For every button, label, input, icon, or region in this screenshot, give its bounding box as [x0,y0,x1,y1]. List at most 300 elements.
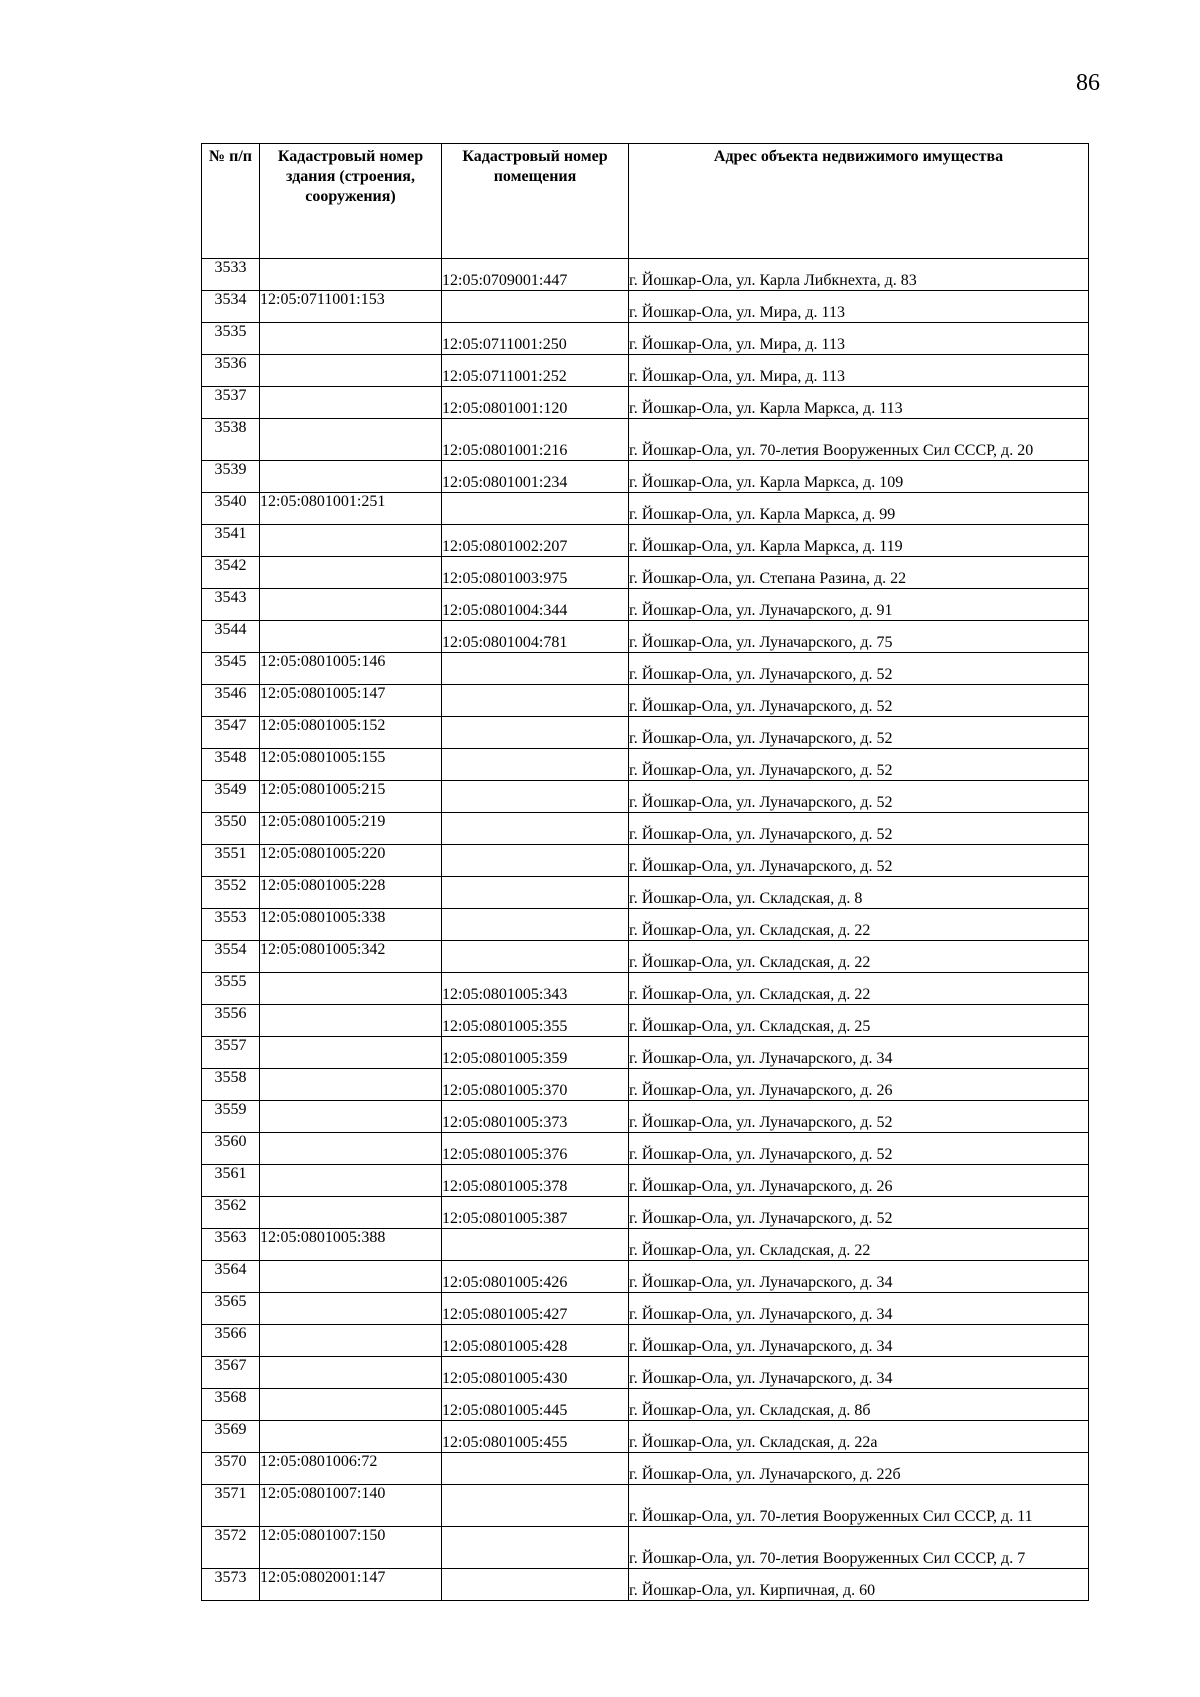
table-row [202,355,1089,387]
row-number: 3563 [214,1229,247,1246]
table-row [202,941,1089,973]
building-cadastral-number: 12:05:0801005:147 [260,685,386,702]
row-number: 3541 [214,525,247,542]
row-number: 3558 [214,1069,247,1086]
row-number-cell [202,717,260,749]
building-cadastral-number-cell [260,1229,442,1261]
property-registry-table [201,143,1089,1601]
header-building-cadastral: Кадастровый номер здания (строения, сооружения) [260,144,442,259]
property-address-cell [629,493,1089,525]
row-number: 3540 [214,493,247,510]
premise-cadastral-number: 12:05:0801005:427 [442,1306,568,1323]
property-address: г. Йошкар-Ола, ул. Луначарского, д. 52 [629,1114,893,1131]
row-number: 3537 [214,387,247,404]
property-address-cell [629,589,1089,621]
building-cadastral-number: 12:05:0801005:220 [260,845,386,862]
property-address-cell [629,941,1089,973]
header-address: Адрес объекта недвижимого имущества [629,144,1089,259]
building-cadastral-number-cell [260,1133,442,1165]
property-address-cell [629,387,1089,419]
header-premise-cadastral: Кадастровый номер помещения [442,144,629,259]
property-address-cell [629,1197,1089,1229]
premise-cadastral-number-cell [442,1261,629,1293]
row-number: 3572 [214,1527,247,1544]
premise-cadastral-number: 12:05:0801005:426 [442,1274,568,1291]
building-cadastral-number: 12:05:0801005:388 [260,1229,386,1246]
property-address: г. Йошкар-Ола, ул. Луначарского, д. 52 [629,730,893,747]
table-row [202,1527,1089,1569]
row-number: 3535 [214,323,247,340]
row-number: 3566 [214,1325,247,1342]
property-address: г. Йошкар-Ола, ул. Луначарского, д. 52 [629,698,893,715]
property-address: г. Йошкар-Ола, ул. Складская, д. 22 [629,1242,871,1259]
property-address-cell [629,1453,1089,1485]
table-row [202,845,1089,877]
premise-cadastral-number-cell [442,1421,629,1453]
premise-cadastral-number-cell [442,1325,629,1357]
property-address: г. Йошкар-Ола, ул. Складская, д. 8 [629,890,863,907]
property-address: г. Йошкар-Ола, ул. Карла Либкнехта, д. 83 [629,272,917,289]
row-number-cell [202,1325,260,1357]
row-number-cell [202,461,260,493]
property-address-cell [629,461,1089,493]
premise-cadastral-number-cell [442,557,629,589]
row-number-cell [202,1037,260,1069]
table-row [202,1485,1089,1527]
premise-cadastral-number-cell [442,461,629,493]
premise-cadastral-number: 12:05:0801005:428 [442,1338,568,1355]
property-address: г. Йошкар-Ола, ул. Луначарского, д. 52 [629,1210,893,1227]
row-number-cell [202,1569,260,1601]
row-number: 3559 [214,1101,247,1118]
property-address-cell [629,621,1089,653]
row-number-cell [202,1101,260,1133]
premise-cadastral-number-cell [442,1293,629,1325]
row-number: 3555 [214,973,247,990]
table-row [202,1165,1089,1197]
building-cadastral-number: 12:05:0801005:219 [260,813,386,830]
premise-cadastral-number: 12:05:0801005:370 [442,1082,568,1099]
row-number: 3549 [214,781,247,798]
premise-cadastral-number-cell [442,685,629,717]
row-number-cell [202,291,260,323]
building-cadastral-number-cell [260,461,442,493]
row-number-cell [202,419,260,461]
property-address: г. Йошкар-Ола, ул. Складская, д. 22 [629,922,871,939]
premise-cadastral-number-cell [442,259,629,291]
table-row [202,493,1089,525]
property-address: г. Йошкар-Ола, ул. 70-летия Вооруженных Сил СССР, д. 20 [629,442,1034,459]
premise-cadastral-number: 12:05:0801005:343 [442,986,568,1003]
building-cadastral-number-cell [260,493,442,525]
building-cadastral-number: 12:05:0801005:155 [260,749,386,766]
property-address-cell [629,1261,1089,1293]
premise-cadastral-number-cell [442,621,629,653]
building-cadastral-number-cell [260,1069,442,1101]
premise-cadastral-number-cell [442,749,629,781]
table-row [202,1101,1089,1133]
table-row [202,621,1089,653]
row-number-cell [202,259,260,291]
row-number: 3556 [214,1005,247,1022]
property-address: г. Йошкар-Ола, ул. Луначарского, д. 26 [629,1082,893,1099]
premise-cadastral-number-cell [442,845,629,877]
page-number: 86 [1076,70,1100,96]
table-row [202,1197,1089,1229]
property-address: г. Йошкар-Ола, ул. Карла Маркса, д. 99 [629,506,896,523]
table-row [202,1569,1089,1601]
row-number-cell [202,1197,260,1229]
table-row [202,557,1089,589]
table-row [202,1261,1089,1293]
premise-cadastral-number: 12:05:0801005:355 [442,1018,568,1035]
premise-cadastral-number: 12:05:0801005:359 [442,1050,568,1067]
property-address-cell [629,1293,1089,1325]
property-address: г. Йошкар-Ола, ул. Кирпичная, д. 60 [629,1582,876,1599]
building-cadastral-number-cell [260,1005,442,1037]
premise-cadastral-number-cell [442,1389,629,1421]
row-number: 3553 [214,909,247,926]
building-cadastral-number-cell [260,589,442,621]
property-address-cell [629,1005,1089,1037]
table-row [202,259,1089,291]
premise-cadastral-number: 12:05:0801003:975 [442,570,568,587]
property-address: г. Йошкар-Ола, ул. Мира, д. 113 [629,304,845,321]
building-cadastral-number-cell [260,1261,442,1293]
table-row [202,813,1089,845]
premise-cadastral-number-cell [442,525,629,557]
building-cadastral-number-cell [260,259,442,291]
property-address-cell [629,557,1089,589]
row-number-cell [202,909,260,941]
premise-cadastral-number: 12:05:0801005:445 [442,1402,568,1419]
property-address-cell [629,685,1089,717]
row-number: 3567 [214,1357,247,1374]
property-address-cell [629,1485,1089,1527]
premise-cadastral-number-cell [442,877,629,909]
row-number: 3569 [214,1421,247,1438]
row-number-cell [202,589,260,621]
premise-cadastral-number-cell [442,1005,629,1037]
property-address-cell [629,291,1089,323]
row-number-cell [202,653,260,685]
row-number: 3543 [214,589,247,606]
property-address-cell [629,1229,1089,1261]
row-number: 3561 [214,1165,247,1182]
premise-cadastral-number-cell [442,941,629,973]
property-address: г. Йошкар-Ола, ул. Складская, д. 8б [629,1402,871,1419]
row-number-cell [202,1389,260,1421]
table-row [202,291,1089,323]
property-address-cell [629,1069,1089,1101]
building-cadastral-number-cell [260,909,442,941]
premise-cadastral-number: 12:05:0801004:781 [442,634,568,651]
table-row [202,1229,1089,1261]
table-row [202,1133,1089,1165]
premise-cadastral-number: 12:05:0801001:234 [442,474,568,491]
table-row [202,1389,1089,1421]
table-row [202,877,1089,909]
building-cadastral-number: 12:05:0801007:140 [260,1485,386,1502]
row-number-cell [202,1229,260,1261]
row-number-cell [202,525,260,557]
premise-cadastral-number-cell [442,1229,629,1261]
property-address: г. Йошкар-Ола, ул. Луначарского, д. 34 [629,1370,893,1387]
building-cadastral-number-cell [260,781,442,813]
building-cadastral-number-cell [260,355,442,387]
building-cadastral-number-cell [260,1389,442,1421]
property-address-cell [629,813,1089,845]
building-cadastral-number-cell [260,813,442,845]
property-address: г. Йошкар-Ола, ул. Луначарского, д. 34 [629,1306,893,1323]
row-number-cell [202,355,260,387]
table-row [202,1293,1089,1325]
table-row [202,589,1089,621]
row-number-cell [202,781,260,813]
row-number-cell [202,877,260,909]
property-address: г. Йошкар-Ола, ул. 70-летия Вооруженных Сил СССР, д. 7 [629,1550,1026,1567]
row-number-cell [202,685,260,717]
table-row [202,525,1089,557]
table-row [202,1421,1089,1453]
building-cadastral-number-cell [260,1453,442,1485]
property-address-cell [629,845,1089,877]
table-header [202,144,1089,259]
row-number: 3550 [214,813,247,830]
table-row [202,323,1089,355]
building-cadastral-number: 12:05:0801001:251 [260,493,386,510]
row-number: 3570 [214,1453,247,1470]
row-number: 3562 [214,1197,247,1214]
row-number-cell [202,1005,260,1037]
row-number: 3565 [214,1293,247,1310]
premise-cadastral-number: 12:05:0801004:344 [442,602,568,619]
premise-cadastral-number-cell [442,355,629,387]
table-row [202,973,1089,1005]
row-number-cell [202,1453,260,1485]
premise-cadastral-number: 12:05:0801005:376 [442,1146,568,1163]
table-row [202,749,1089,781]
table-row [202,909,1089,941]
building-cadastral-number: 12:05:0801005:146 [260,653,386,670]
row-number-cell [202,1293,260,1325]
premise-cadastral-number-cell [442,1485,629,1527]
row-number: 3534 [214,291,247,308]
table-body [202,259,1089,1601]
row-number: 3538 [214,419,247,436]
property-address-cell [629,781,1089,813]
property-address: г. Йошкар-Ола, ул. Карла Маркса, д. 109 [629,474,904,491]
row-number-cell [202,1165,260,1197]
row-number-cell [202,1421,260,1453]
premise-cadastral-number-cell [442,1357,629,1389]
premise-cadastral-number-cell [442,1133,629,1165]
row-number: 3542 [214,557,247,574]
table-row [202,653,1089,685]
table-row [202,387,1089,419]
building-cadastral-number: 12:05:0802001:147 [260,1569,386,1586]
property-address: г. Йошкар-Ола, ул. Луначарского, д. 22б [629,1466,901,1483]
row-number-cell [202,1357,260,1389]
row-number-cell [202,1069,260,1101]
premise-cadastral-number: 12:05:0801005:378 [442,1178,568,1195]
property-address: г. Йошкар-Ола, ул. Луначарского, д. 52 [629,1146,893,1163]
property-address-cell [629,1133,1089,1165]
property-address-cell [629,259,1089,291]
row-number: 3554 [214,941,247,958]
premise-cadastral-number: 12:05:0801005:373 [442,1114,568,1131]
row-number: 3547 [214,717,247,734]
property-address: г. Йошкар-Ола, ул. Луначарского, д. 52 [629,666,893,683]
header-num: № п/п [202,144,260,259]
building-cadastral-number-cell [260,1165,442,1197]
premise-cadastral-number-cell [442,1527,629,1569]
building-cadastral-number-cell [260,941,442,973]
building-cadastral-number-cell [260,291,442,323]
header-row [202,144,1089,259]
building-cadastral-number-cell [260,973,442,1005]
premise-cadastral-number-cell [442,1569,629,1601]
row-number: 3548 [214,749,247,766]
table-row [202,1325,1089,1357]
property-address: г. Йошкар-Ола, ул. Степана Разина, д. 22 [629,570,907,587]
premise-cadastral-number-cell [442,589,629,621]
building-cadastral-number-cell [260,1325,442,1357]
property-address-cell [629,1527,1089,1569]
premise-cadastral-number-cell [442,323,629,355]
row-number: 3546 [214,685,247,702]
premise-cadastral-number: 12:05:0801005:430 [442,1370,568,1387]
row-number: 3536 [214,355,247,372]
property-address: г. Йошкар-Ола, ул. Мира, д. 113 [629,336,845,353]
building-cadastral-number-cell [260,1485,442,1527]
premise-cadastral-number-cell [442,493,629,525]
property-address-cell [629,323,1089,355]
premise-cadastral-number-cell [442,909,629,941]
table-row [202,781,1089,813]
premise-cadastral-number-cell [442,1037,629,1069]
premise-cadastral-number-cell [442,1453,629,1485]
property-address-cell [629,1569,1089,1601]
table-row [202,461,1089,493]
property-address: г. Йошкар-Ола, ул. Карла Маркса, д. 119 [629,538,903,555]
table-row [202,1453,1089,1485]
building-cadastral-number-cell [260,1197,442,1229]
building-cadastral-number-cell [260,387,442,419]
building-cadastral-number-cell [260,419,442,461]
property-address: г. Йошкар-Ола, ул. Мира, д. 113 [629,368,845,385]
row-number-cell [202,493,260,525]
building-cadastral-number-cell [260,845,442,877]
row-number: 3539 [214,461,247,478]
premise-cadastral-number: 12:05:0711001:252 [442,368,567,385]
property-address-cell [629,1325,1089,1357]
premise-cadastral-number: 12:05:0801001:120 [442,400,568,417]
premise-cadastral-number-cell [442,1165,629,1197]
property-address-cell [629,1101,1089,1133]
table-row [202,685,1089,717]
premise-cadastral-number-cell [442,1069,629,1101]
building-cadastral-number: 12:05:0801005:215 [260,781,386,798]
building-cadastral-number-cell [260,323,442,355]
premise-cadastral-number-cell [442,781,629,813]
premise-cadastral-number-cell [442,973,629,1005]
building-cadastral-number-cell [260,1037,442,1069]
property-address: г. Йошкар-Ола, ул. Луначарского, д. 34 [629,1338,893,1355]
property-address-cell [629,717,1089,749]
row-number-cell [202,1261,260,1293]
building-cadastral-number: 12:05:0801005:152 [260,717,386,734]
row-number: 3551 [214,845,247,862]
property-address-cell [629,749,1089,781]
row-number: 3544 [214,621,247,638]
property-address: г. Йошкар-Ола, ул. Карла Маркса, д. 113 [629,400,903,417]
premise-cadastral-number: 12:05:0801002:207 [442,538,568,555]
property-address: г. Йошкар-Ола, ул. Луначарского, д. 52 [629,858,893,875]
property-address: г. Йошкар-Ола, ул. Луначарского, д. 34 [629,1050,893,1067]
building-cadastral-number: 12:05:0801005:338 [260,909,386,926]
row-number: 3568 [214,1389,247,1406]
building-cadastral-number: 12:05:0801006:72 [260,1453,378,1470]
property-address: г. Йошкар-Ола, ул. Складская, д. 25 [629,1018,871,1035]
row-number-cell [202,845,260,877]
property-address: г. Йошкар-Ола, ул. Луначарского, д. 52 [629,826,893,843]
building-cadastral-number-cell [260,749,442,781]
row-number-cell [202,813,260,845]
property-address: г. Йошкар-Ола, ул. Луначарского, д. 91 [629,602,893,619]
row-number-cell [202,1133,260,1165]
premise-cadastral-number-cell [442,653,629,685]
premise-cadastral-number-cell [442,1101,629,1133]
table-row [202,717,1089,749]
property-address-cell [629,973,1089,1005]
row-number: 3571 [214,1485,247,1502]
premise-cadastral-number-cell [442,717,629,749]
property-address-cell [629,525,1089,557]
row-number-cell [202,941,260,973]
building-cadastral-number-cell [260,1101,442,1133]
building-cadastral-number-cell [260,877,442,909]
building-cadastral-number: 12:05:0801007:150 [260,1527,386,1544]
premise-cadastral-number-cell [442,419,629,461]
property-address-cell [629,653,1089,685]
premise-cadastral-number-cell [442,291,629,323]
building-cadastral-number-cell [260,685,442,717]
row-number-cell [202,1527,260,1569]
row-number-cell [202,323,260,355]
building-cadastral-number-cell [260,653,442,685]
premise-cadastral-number-cell [442,387,629,419]
table-row [202,1037,1089,1069]
property-address: г. Йошкар-Ола, ул. 70-летия Вооруженных Сил СССР, д. 11 [629,1508,1033,1525]
building-cadastral-number: 12:05:0801005:342 [260,941,386,958]
property-address: г. Йошкар-Ола, ул. Луначарского, д. 52 [629,794,893,811]
table-row [202,1005,1089,1037]
property-address-cell [629,1357,1089,1389]
premise-cadastral-number: 12:05:0801005:455 [442,1434,568,1451]
row-number: 3545 [214,653,247,670]
property-address-cell [629,1037,1089,1069]
building-cadastral-number-cell [260,1293,442,1325]
table-row [202,1357,1089,1389]
building-cadastral-number-cell [260,1527,442,1569]
property-address: г. Йошкар-Ола, ул. Луначарского, д. 52 [629,762,893,779]
property-address: г. Йошкар-Ола, ул. Складская, д. 22а [629,1434,878,1451]
building-cadastral-number-cell [260,525,442,557]
row-number: 3552 [214,877,247,894]
building-cadastral-number-cell [260,1569,442,1601]
table-row [202,1069,1089,1101]
